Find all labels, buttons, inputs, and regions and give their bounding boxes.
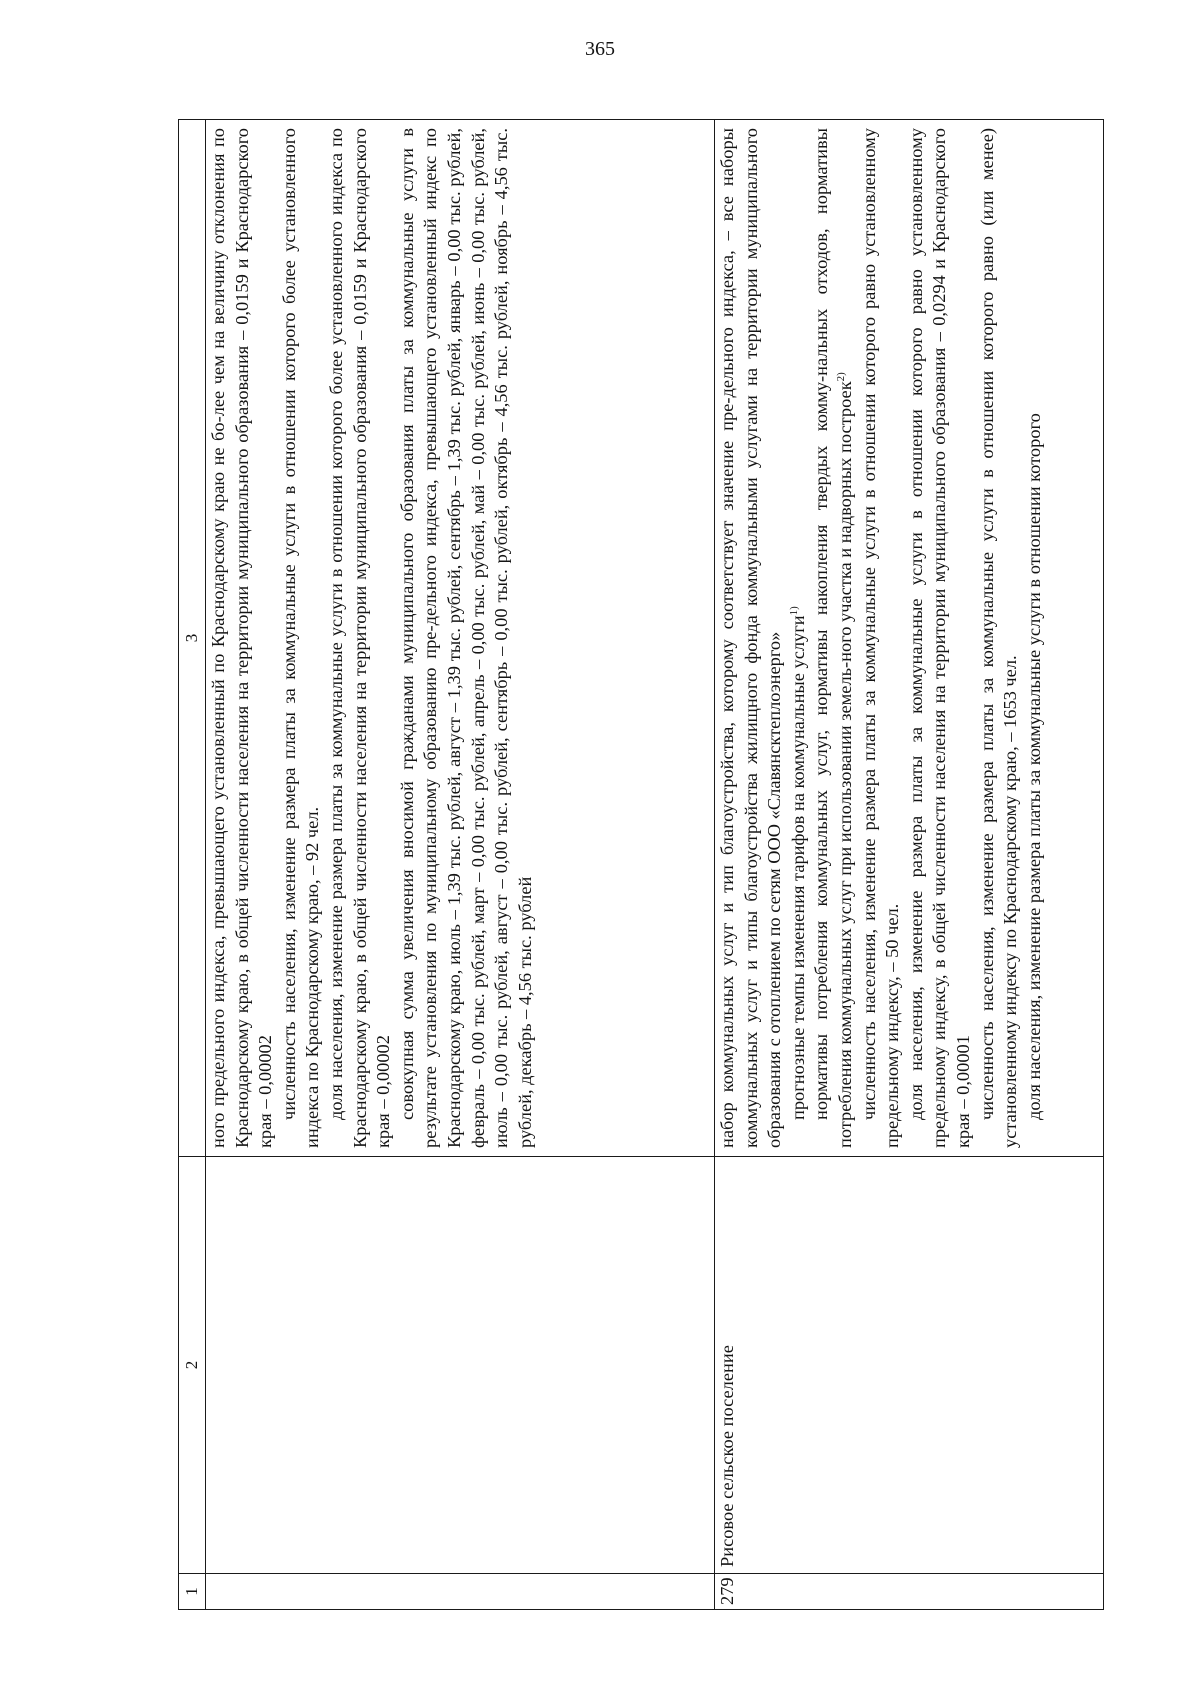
paragraph: численность населения, изменение размера платы за коммунальные услуги в отношении которого равно установленному предельному индексу, – 50 чел.: [858, 128, 903, 1148]
paragraph: [810, 128, 857, 1148]
footnote-ref: 1): [787, 606, 800, 616]
paragraph: доля населения, изменение размера платы за коммунальные услуги в отношении которого более установленного индекса по Краснодарскому краю, в общей численности населения на территории муниципального образования – 0,0159 и Краснодарского края – 0,00002: [325, 128, 394, 1148]
footnote-ref: 2): [834, 372, 847, 382]
paragraph: ного предельного индекса, превышающего установленный по Краснодарскому краю не бо-лее чем на величину отклонения по Краснодарскому краю, в общей численности населения на территории муниципального образования – 0,0159 и Краснодарского края – 0,00002: [208, 128, 276, 1148]
table-row: [715, 120, 1104, 1610]
paragraph: численность населения, изменение размера платы за коммунальные услуги в отношении которого равно (или менее) установленному индексу по Краснодарскому краю, – 1653 чел.: [976, 128, 1021, 1148]
row-description: [206, 120, 715, 1157]
paragraph: численность населения, изменение размера платы за коммунальные услуги в отношении которого более установленного индекса по Краснодарскому краю, – 92 чел.: [278, 128, 323, 1148]
paragraph: доля населения, изменение размера платы за коммунальные услуги в отношении которого равно установленному предельному индексу, в общей численности населения на территории муниципального образования – 0,0294 и Краснодарского края – 0,00001: [905, 128, 973, 1148]
row-description: [715, 120, 1104, 1157]
header-col-3: 3: [179, 120, 206, 1157]
paragraph-text: нормативы потребления коммунальных услуг, нормативы накопления твердых комму-нальных отходов, нормативы потребления коммунальных услуг при использовании земель-ного участка и надворных построек: [811, 128, 855, 1148]
paragraph: [787, 128, 811, 1148]
row-number: 279: [715, 1574, 1104, 1610]
table-row: [206, 120, 715, 1610]
document-table: [178, 119, 1104, 1610]
paragraph: набор коммунальных услуг и тип благоустройства, которому соответствует значение пре-дельного индекса, – все наборы коммунальных услуг и типы благоустройства жилищного фонда коммунальными услугами на территории муниципального образования с отоплением по сетям ООО «Славянсктеплоэнерго»: [717, 128, 785, 1148]
table-header-row: [179, 120, 206, 1610]
paragraph: доля населения, изменение размера платы за коммунальные услуги в отношении которого: [1023, 413, 1044, 1120]
settlement-name: Рисовое сельское поселение: [715, 1157, 1104, 1574]
header-col-2: 2: [179, 1157, 206, 1574]
header-col-1: 1: [179, 1574, 206, 1610]
page-number: 365: [585, 38, 615, 60]
rotated-table-wrapper: [178, 120, 1098, 1610]
paragraph-text: прогнозные темпы изменения тарифов на коммунальные услуги: [787, 615, 808, 1120]
row-number: [206, 1574, 715, 1610]
paragraph: совокупная сумма увеличения вносимой гражданами муниципального образования платы за коммунальные услуги в результате установления по муниципальному образованию пре-дельного индекса, превышающего установленный индекс по Краснодарскому краю, июль – 1,39 тыс. рублей, август – 1,39 тыс. рублей, сентябрь – 1,39 тыс. рублей, январь – 0,00 тыс. рублей, февраль – 0,00 тыс. рублей, март – 0,00 тыс. рублей, апрель – 0,00 тыс. рублей, май – 0,00 тыс. рублей, июнь – 0,00 тыс. рублей, июль – 0,00 тыс. рублей, август – 0,00 тыс. рублей, сентябрь – 0,00 тыс. рублей, октябрь – 4,56 тыс. рублей, ноябрь – 4,56 тыс. рублей, декабрь – 4,56 тыс. рублей: [396, 128, 535, 1148]
settlement-name: [206, 1157, 715, 1574]
